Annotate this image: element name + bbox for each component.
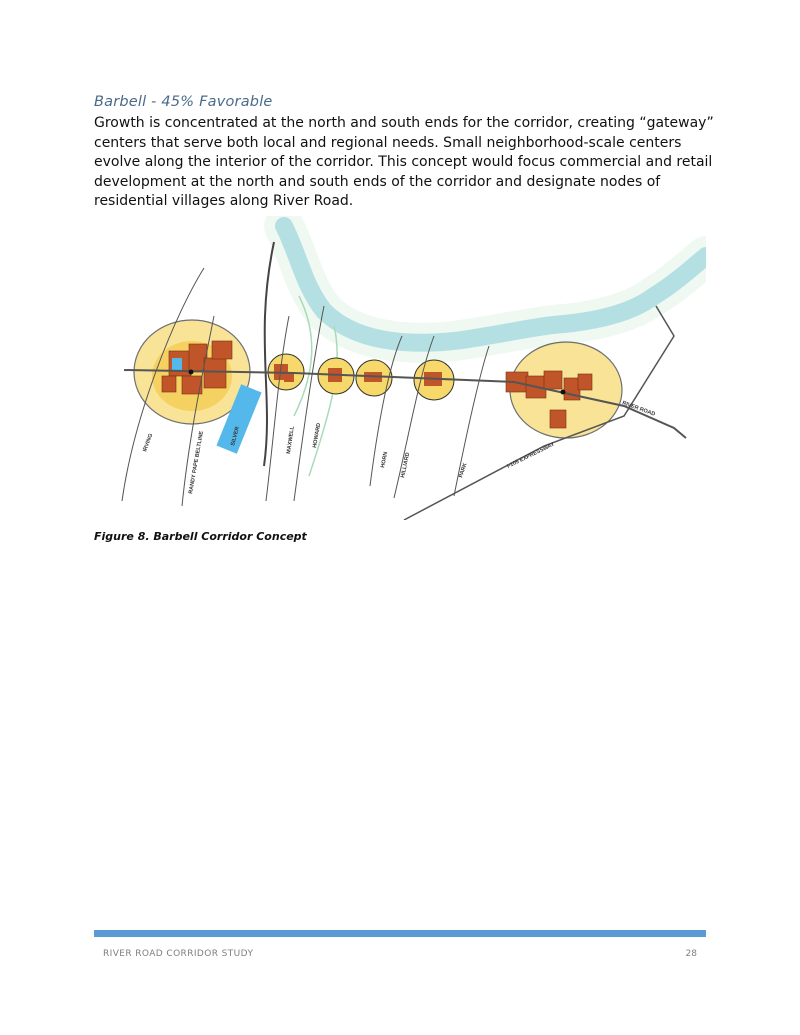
label-randy-pape: RANDY PAPE BELTLINE: [188, 430, 206, 495]
footer-title: RIVER ROAD CORRIDOR STUDY: [103, 949, 254, 959]
barbell-corridor-map: [94, 216, 706, 520]
label-howard: HOWARD: [312, 422, 323, 449]
label-river-road: RIVER ROAD: [621, 400, 656, 418]
label-expressway: I-105 EXPRESSWAY: [506, 441, 556, 470]
label-park: PARK: [458, 462, 469, 479]
footer-bar: [94, 930, 706, 937]
label-horn: HORN: [380, 451, 390, 469]
page-number: 28: [685, 949, 697, 959]
section-body: Growth is concentrated at the north and south ends for the corridor, creating “gateway” centers that serve both local and regional needs. Small neighborhood-scale centers evolve along the interior of the corridor. This concept would focus commercial and retail development at the north and south ends of the corridor and designate nodes of residential villages along River Road.: [94, 115, 714, 209]
label-maxwell: MAXWELL: [286, 425, 296, 455]
label-irving: IRVING: [142, 432, 155, 453]
label-hilliard: HILLIARD: [400, 452, 412, 479]
figure-caption: Figure 8. Barbell Corridor Concept: [94, 530, 307, 543]
label-silver: SILVER: [230, 426, 241, 447]
section-heading: Barbell - 45% Favorable: [94, 94, 273, 110]
